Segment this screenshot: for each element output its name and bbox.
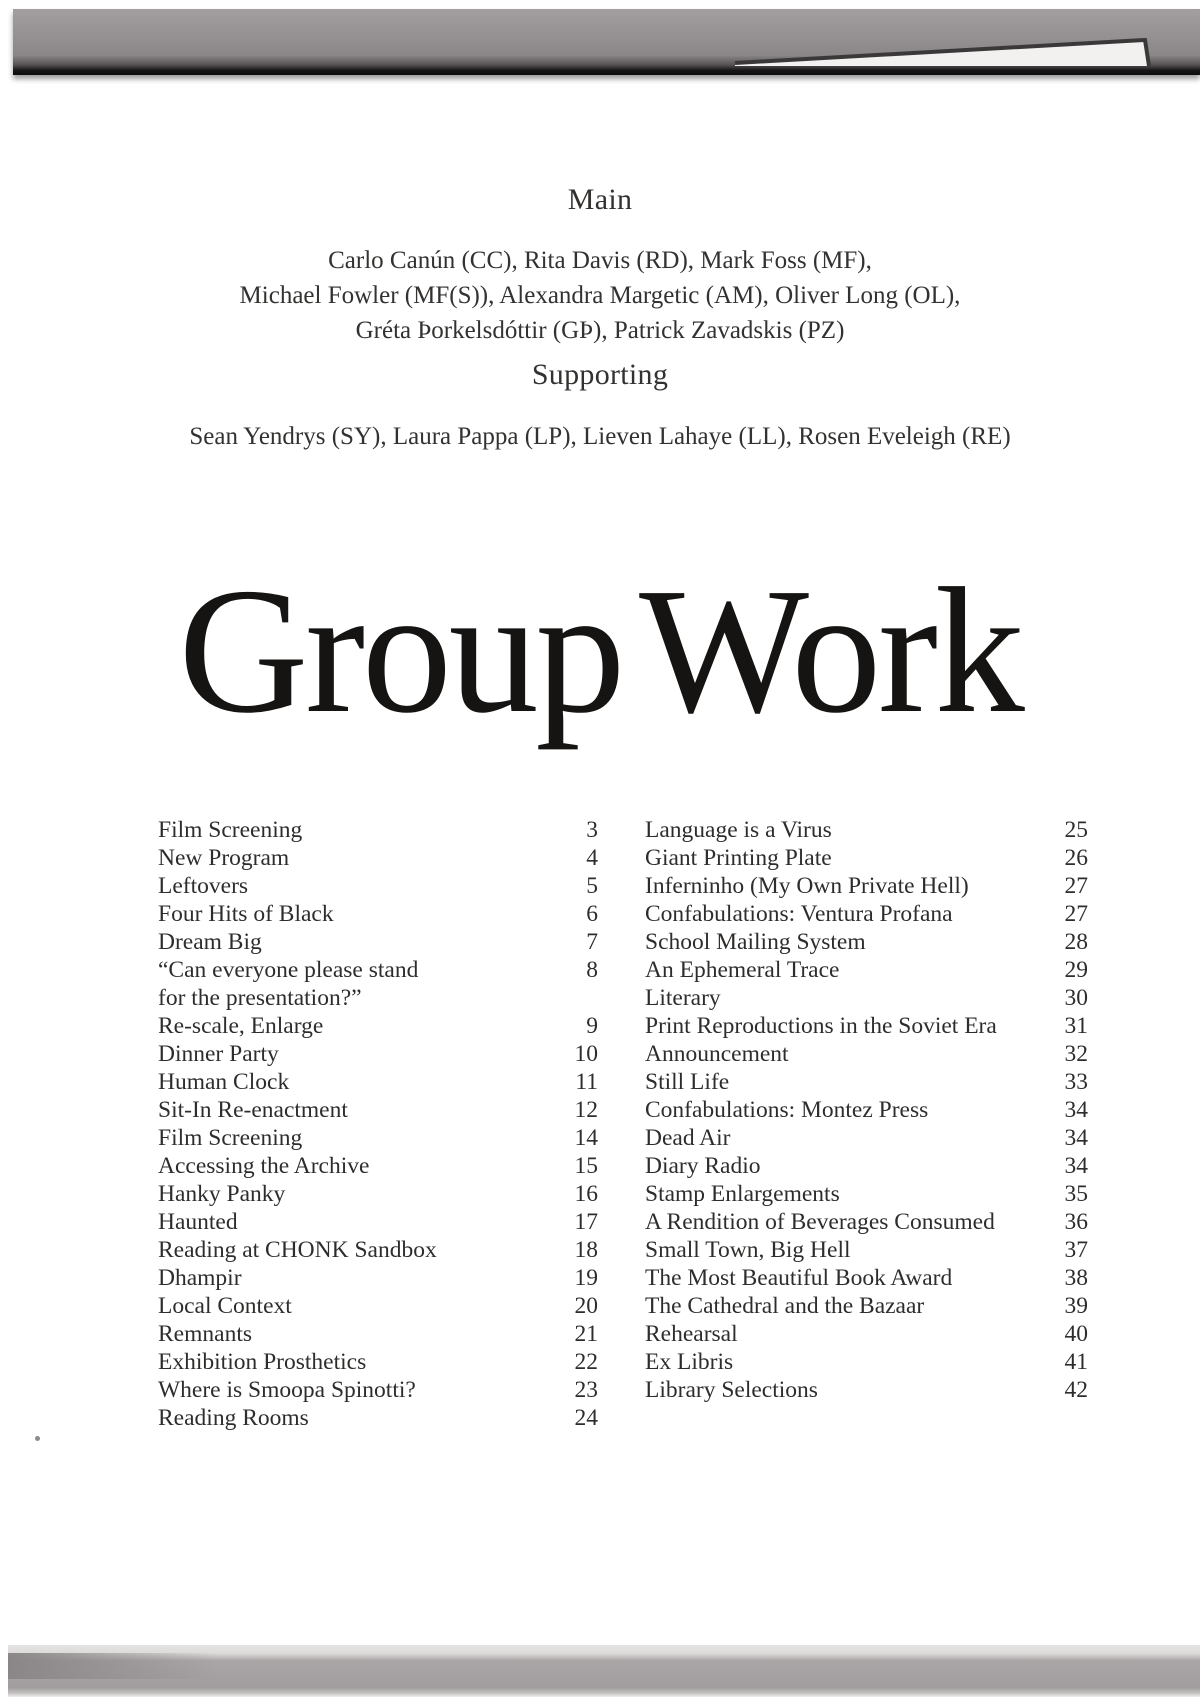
toc-entry <box>645 1348 1088 1376</box>
toc-entry-page: 32 <box>1064 1041 1088 1067</box>
toc-entry-title: Stamp Enlargements <box>645 1181 840 1207</box>
toc-entry <box>158 1040 598 1068</box>
toc-entry-page: 10 <box>574 1041 598 1067</box>
main-heading: Main <box>567 183 633 216</box>
toc-entry <box>645 1012 1088 1040</box>
toc-entry-title: Accessing the Archive <box>158 1153 370 1179</box>
toc-entry-page: 21 <box>574 1321 598 1347</box>
toc-entry <box>158 1348 598 1376</box>
toc-entry <box>645 1096 1088 1124</box>
toc-entry-title: Local Context <box>158 1293 292 1319</box>
toc-entry-title: for the presentation?” <box>158 985 362 1011</box>
toc-entry <box>645 1040 1088 1068</box>
toc-entry <box>158 844 598 872</box>
toc-entry-title: The Cathedral and the Bazaar <box>645 1293 925 1319</box>
toc-entry-page: 5 <box>586 873 598 899</box>
toc-entry <box>158 1236 598 1264</box>
toc-entry-title: Library Selections <box>645 1377 818 1403</box>
toc-entry-title: Literary <box>645 985 721 1011</box>
scan-speck <box>35 1436 40 1441</box>
toc-entry-title: Reading at CHONK Sandbox <box>158 1237 437 1263</box>
toc-entry <box>158 1096 598 1124</box>
toc-entry <box>158 984 598 1012</box>
toc-entry <box>158 1264 598 1292</box>
toc-entry-page: 16 <box>574 1181 598 1207</box>
toc-entry <box>158 1320 598 1348</box>
toc-entry-page: 23 <box>574 1377 598 1403</box>
toc-entry-page: 7 <box>586 929 598 955</box>
toc-entry-title: Reading Rooms <box>158 1405 309 1431</box>
toc-entry-title: Ex Libris <box>645 1349 734 1375</box>
toc-entry <box>645 872 1088 900</box>
toc-entry-page: 34 <box>1064 1125 1088 1151</box>
toc-entry-title: Giant Printing Plate <box>645 845 832 871</box>
toc-entry-page: 20 <box>574 1293 598 1319</box>
toc-entry-title: Exhibition Prosthetics <box>158 1349 367 1375</box>
toc-entry-page: 28 <box>1064 929 1088 955</box>
scan-top-band <box>13 9 1200 75</box>
toc-entry <box>645 1152 1088 1180</box>
toc-entry-page: 34 <box>1064 1097 1088 1123</box>
toc-entry <box>158 956 598 984</box>
toc-entry-title: Announcement <box>645 1041 789 1067</box>
toc-entry-page: 41 <box>1064 1349 1088 1375</box>
toc-entry <box>158 928 598 956</box>
toc-entry-title: Language is a Virus <box>645 817 832 843</box>
toc-entry-title: Confabulations: Montez Press <box>645 1097 929 1123</box>
toc-entry <box>645 844 1088 872</box>
toc-entry-title: Confabulations: Ventura Profana <box>645 901 953 927</box>
toc-entry <box>158 1292 598 1320</box>
toc-entry <box>645 816 1088 844</box>
toc-entry-page: 37 <box>1064 1237 1088 1263</box>
toc-entry-title: Rehearsal <box>645 1321 738 1347</box>
toc-entry <box>645 928 1088 956</box>
scan-bottom-band <box>8 1645 1200 1697</box>
toc-entry-page: 38 <box>1064 1265 1088 1291</box>
toc-entry <box>645 1208 1088 1236</box>
toc-entry <box>645 956 1088 984</box>
toc-entry <box>158 1376 598 1404</box>
toc-entry <box>158 1012 598 1040</box>
toc-entry-title: Film Screening <box>158 817 303 843</box>
toc-entry-title: Dinner Party <box>158 1041 279 1067</box>
toc-entry-page: 33 <box>1064 1069 1088 1095</box>
main-credits-line-1: Carlo Canún (CC), Rita Davis (RD), Mark Foss (MF), <box>328 247 872 274</box>
toc-entry-page: 25 <box>1064 817 1088 843</box>
toc-entry-page: 3 <box>586 817 598 843</box>
toc-entry-page: 24 <box>574 1405 598 1431</box>
page-curl <box>13 9 1200 75</box>
toc-entry-page: 17 <box>574 1209 598 1235</box>
toc-entry-page: 6 <box>586 901 598 927</box>
toc-entry <box>158 1180 598 1208</box>
toc-entry-page: 27 <box>1064 901 1088 927</box>
toc-entry <box>645 1236 1088 1264</box>
toc-entry-title: Haunted <box>158 1209 238 1235</box>
toc-entry-page: 26 <box>1064 845 1088 871</box>
toc-entry-page: 9 <box>586 1013 598 1039</box>
toc-entry <box>158 816 598 844</box>
toc-entry-page: 42 <box>1064 1377 1088 1403</box>
toc-entry-title: Dead Air <box>645 1125 731 1151</box>
toc-entry-title: Still Life <box>645 1069 730 1095</box>
toc-entry-page: 36 <box>1064 1209 1088 1235</box>
toc-entry-title: Leftovers <box>158 873 249 899</box>
toc-entry-page: 4 <box>586 845 598 871</box>
toc-entry-page: 29 <box>1064 957 1088 983</box>
toc-entry-title: Remnants <box>158 1321 252 1347</box>
toc-entry-page: 19 <box>574 1265 598 1291</box>
toc-entry <box>158 900 598 928</box>
toc-entry-title: Dream Big <box>158 929 262 955</box>
toc-entry-page: 39 <box>1064 1293 1088 1319</box>
toc-entry-page: 30 <box>1064 985 1088 1011</box>
supporting-heading: Supporting <box>531 358 669 391</box>
toc-entry-title: The Most Beautiful Book Award <box>645 1265 953 1291</box>
toc-entry <box>645 1180 1088 1208</box>
toc-entry-page: 35 <box>1064 1181 1088 1207</box>
toc-entry <box>158 1068 598 1096</box>
supporting-credits: Sean Yendrys (SY), Laura Pappa (LP), Lieven Lahaye (LL), Rosen Eveleigh (RE) <box>189 423 1011 450</box>
toc-entry <box>645 1264 1088 1292</box>
toc-entry-page: 34 <box>1064 1153 1088 1179</box>
toc-entry-title: Print Reproductions in the Soviet Era <box>645 1013 997 1039</box>
toc-entry-page: 8 <box>586 957 598 983</box>
toc-entry-page: 15 <box>574 1153 598 1179</box>
toc-left-column <box>158 816 598 1432</box>
toc-entry-title: New Program <box>158 845 290 871</box>
main-credits <box>0 243 1200 348</box>
toc-entry <box>158 872 598 900</box>
toc-entry-page <box>544 984 598 1012</box>
toc-entry-page: 14 <box>574 1125 598 1151</box>
toc-entry-page: 18 <box>574 1237 598 1263</box>
toc-entry <box>645 1320 1088 1348</box>
main-credits-line-2: Michael Fowler (MF(S)), Alexandra Margetic (AM), Oliver Long (OL), <box>239 282 961 309</box>
toc-entry-title: Film Screening <box>158 1125 303 1151</box>
toc-entry <box>645 1292 1088 1320</box>
toc-entry-title: Dhampir <box>158 1265 242 1291</box>
toc-entry-title: Sit-In Re-enactment <box>158 1097 348 1123</box>
toc-entry <box>158 1404 598 1432</box>
toc-entry-title: Inferninho (My Own Private Hell) <box>645 873 969 899</box>
toc-entry-title: “Can everyone please stand <box>158 957 419 983</box>
toc-entry-page: 27 <box>1064 873 1088 899</box>
main-credits-line-3: Gréta Þorkelsdóttir (GÞ), Patrick Zavadskis (PZ) <box>355 317 845 344</box>
toc-entry <box>158 1152 598 1180</box>
toc-right-column <box>645 816 1088 1404</box>
toc-entry-title: Four Hits of Black <box>158 901 334 927</box>
toc-entry-page: 31 <box>1064 1013 1088 1039</box>
toc-entry <box>645 1124 1088 1152</box>
toc-entry-title: Diary Radio <box>645 1153 761 1179</box>
toc-entry-page: 11 <box>575 1069 598 1095</box>
toc-entry-title: School Mailing System <box>645 929 866 955</box>
toc-entry-title: An Ephemeral Trace <box>645 957 840 983</box>
toc-entry <box>645 1376 1088 1404</box>
toc-entry-title: A Rendition of Beverages Consumed <box>645 1209 995 1235</box>
toc-entry <box>645 984 1088 1012</box>
toc-entry <box>645 1068 1088 1096</box>
toc-entry-page: 22 <box>574 1349 598 1375</box>
book-title: Group Work <box>178 551 1022 750</box>
toc-entry-title: Hanky Panky <box>158 1181 286 1207</box>
toc-entry-title: Re-scale, Enlarge <box>158 1013 324 1039</box>
toc-entry-page: 12 <box>574 1097 598 1123</box>
toc-entry <box>158 1208 598 1236</box>
toc-entry <box>645 900 1088 928</box>
toc-entry <box>158 1124 598 1152</box>
toc-entry-title: Small Town, Big Hell <box>645 1237 851 1263</box>
toc-entry-title: Human Clock <box>158 1069 290 1095</box>
toc-entry-page: 40 <box>1064 1321 1088 1347</box>
toc-entry-title: Where is Smoopa Spinotti? <box>158 1377 416 1403</box>
